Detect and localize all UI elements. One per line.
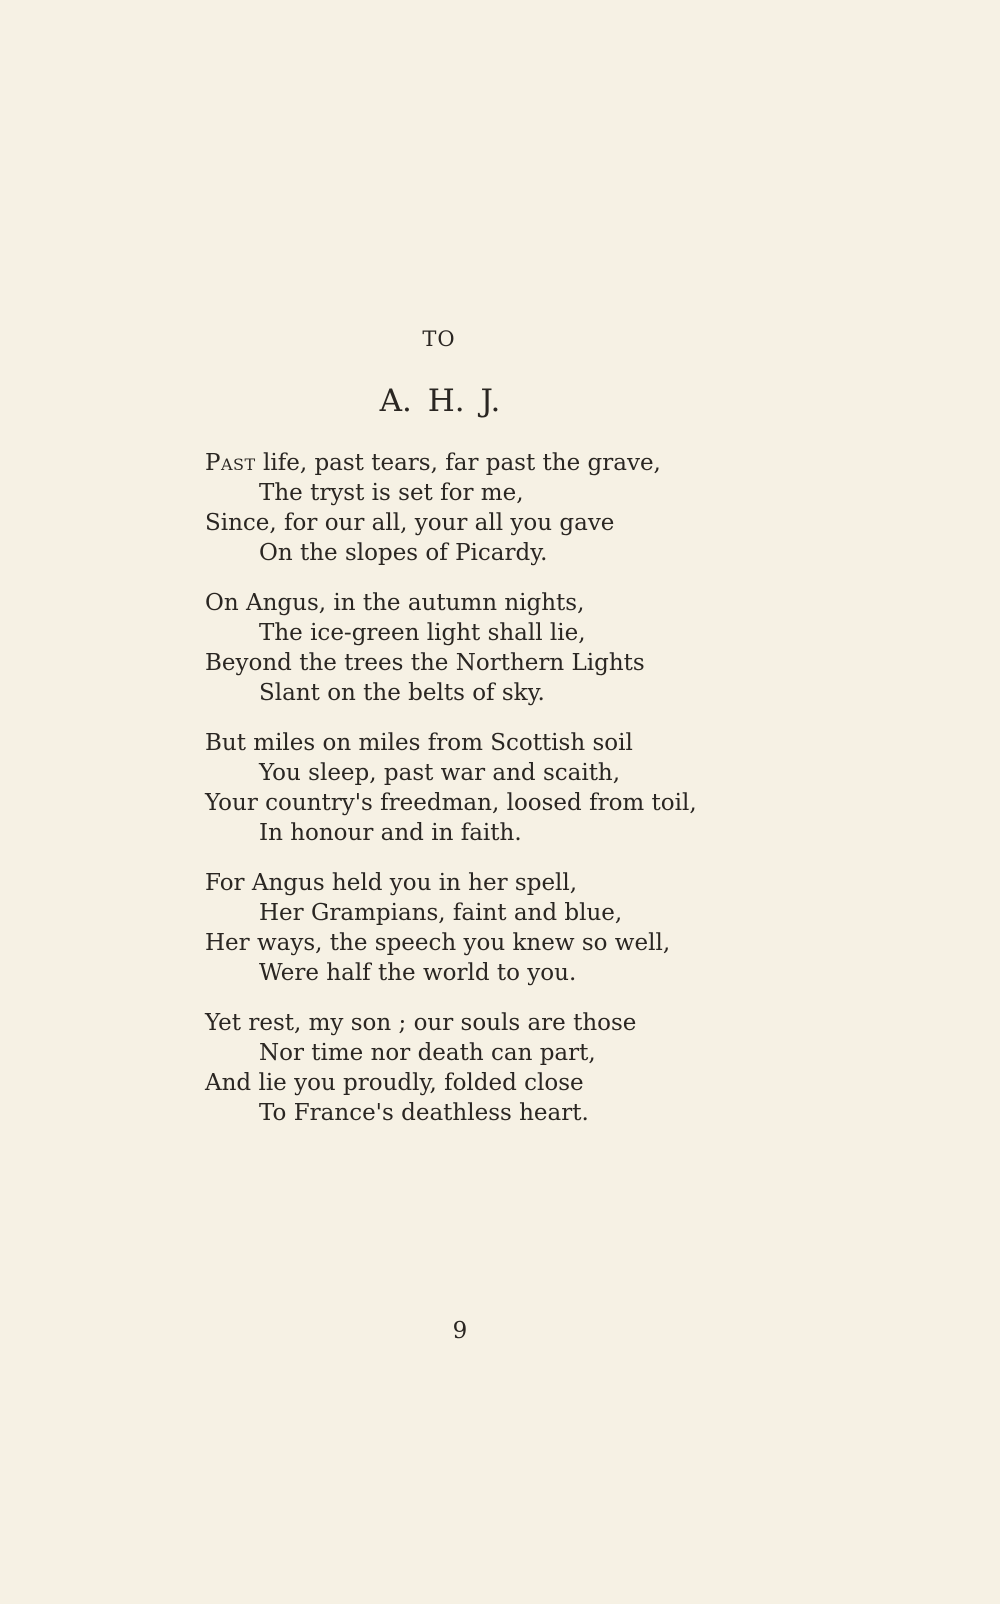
poem-line: Your country's freedman, loosed from toil,	[205, 790, 697, 816]
poem-line: For Angus held you in her spell,	[205, 870, 578, 896]
poem-line: You sleep, past war and scaith,	[259, 760, 621, 786]
stanza-3	[205, 728, 765, 848]
stanza-5	[205, 1008, 765, 1128]
poem-line: Since, for our all, your all you gave	[205, 510, 615, 536]
poem-line: In honour and in faith.	[259, 820, 522, 846]
poem-line: Beyond the trees the Northern Lights	[205, 650, 645, 676]
poem-line: But miles on miles from Scottish soil	[205, 730, 633, 756]
poem-line: Were half the world to you.	[259, 960, 577, 986]
poem-line: Yet rest, my son ; our souls are those	[205, 1010, 637, 1036]
poem-line: The tryst is set for me,	[259, 480, 524, 506]
poem-line: On Angus, in the autumn nights,	[205, 590, 585, 616]
poem-line: And lie you proudly, folded close	[205, 1070, 584, 1096]
poem-line: To France's deathless heart.	[259, 1100, 589, 1126]
dedication-to: TO	[422, 327, 456, 351]
poem-line: Nor time nor death can part,	[259, 1040, 596, 1066]
page-number: 9	[452, 1318, 468, 1344]
poem-line: Her Grampians, faint and blue,	[259, 900, 623, 926]
stanza-1	[205, 448, 765, 568]
poem-line: Her ways, the speech you knew so well,	[205, 930, 671, 956]
poem	[205, 448, 765, 1148]
dedication-name: A. H. J.	[379, 383, 501, 419]
poem-line: Slant on the belts of sky.	[259, 680, 545, 706]
first-word: Past	[205, 450, 256, 476]
stanza-4	[205, 868, 765, 988]
poem-line: The ice-green light shall lie,	[259, 620, 586, 646]
poem-line	[205, 448, 765, 478]
first-line-rest: life, past tears, far past the grave,	[255, 450, 661, 476]
poem-line: On the slopes of Picardy.	[259, 540, 548, 566]
stanza-2	[205, 588, 765, 708]
